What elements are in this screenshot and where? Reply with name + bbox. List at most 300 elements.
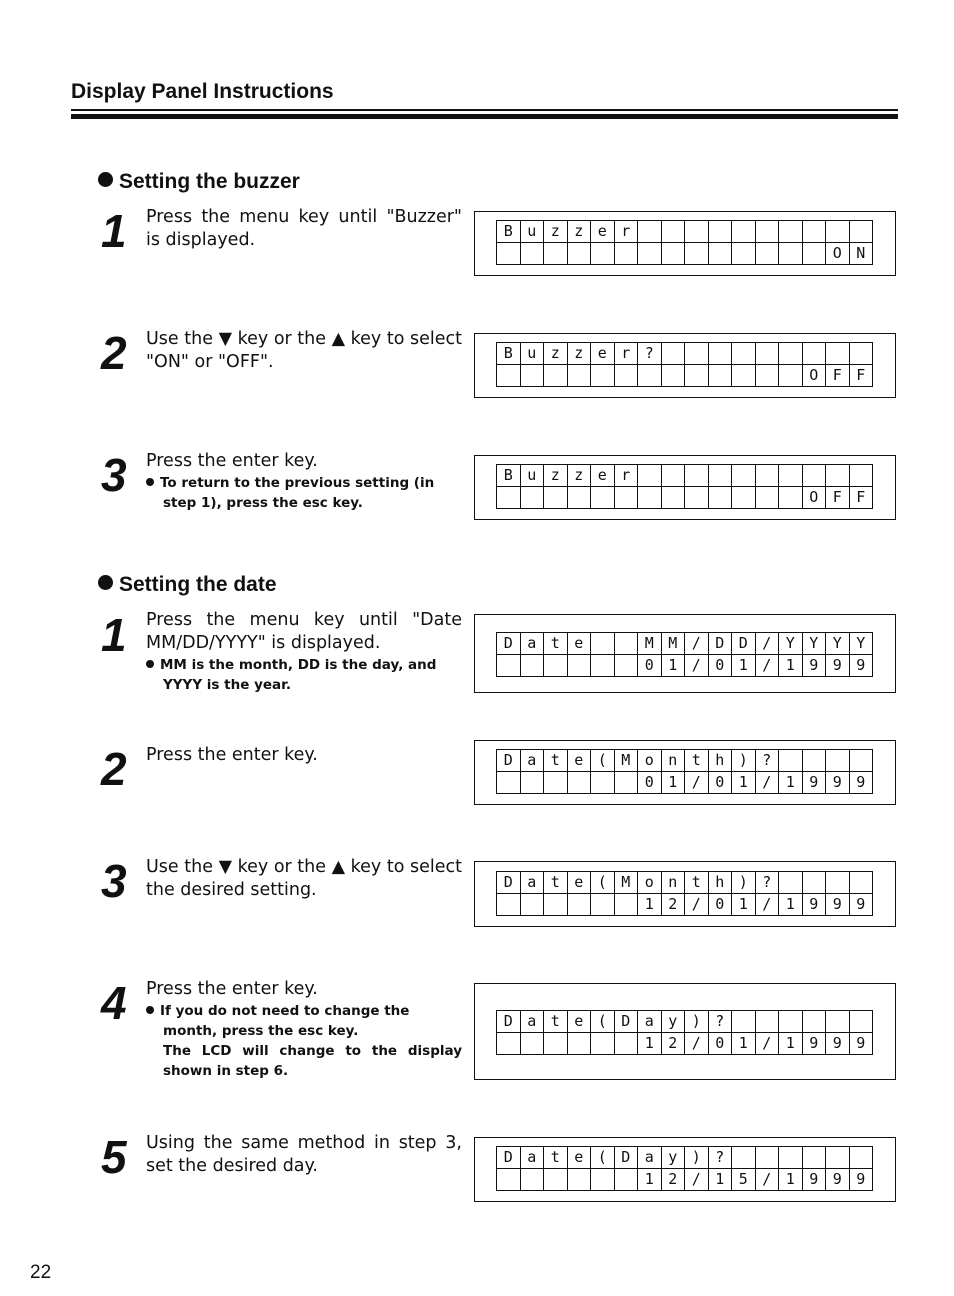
lcd-cell: M bbox=[615, 872, 639, 894]
lcd-cell: a bbox=[521, 1147, 545, 1169]
lcd-cell: 1 bbox=[638, 894, 662, 916]
lcd-cell: 9 bbox=[850, 1169, 874, 1191]
lcd-cell bbox=[779, 1147, 803, 1169]
lcd-cell bbox=[568, 243, 592, 265]
lcd-cell bbox=[779, 487, 803, 509]
bullet-icon bbox=[146, 478, 154, 486]
lcd-cell bbox=[709, 221, 733, 243]
lcd-cell: / bbox=[756, 1033, 780, 1055]
lcd-cell: ( bbox=[591, 872, 615, 894]
step-number: 5 bbox=[101, 1131, 127, 1183]
lcd-cell bbox=[779, 465, 803, 487]
lcd-cell bbox=[803, 1147, 827, 1169]
lcd-cell: D bbox=[615, 1011, 639, 1033]
lcd-cell bbox=[709, 243, 733, 265]
lcd-panel bbox=[474, 614, 896, 693]
lcd-cell: ) bbox=[685, 1011, 709, 1033]
step-number: 2 bbox=[101, 327, 127, 379]
lcd-panel bbox=[474, 333, 896, 398]
lcd-cell: 1 bbox=[638, 1033, 662, 1055]
lcd-cell: M bbox=[638, 633, 662, 655]
lcd-cell bbox=[497, 655, 521, 677]
lcd-cell bbox=[591, 1169, 615, 1191]
lcd-cell bbox=[662, 243, 686, 265]
step-text: Press the enter key. bbox=[146, 979, 318, 999]
lcd-cell bbox=[779, 343, 803, 365]
lcd-cell bbox=[521, 365, 545, 387]
lcd-cell: N bbox=[850, 243, 874, 265]
lcd-cell bbox=[568, 655, 592, 677]
lcd-cell bbox=[662, 487, 686, 509]
header-title: Display Panel Instructions bbox=[71, 80, 334, 103]
lcd-cell: h bbox=[709, 750, 733, 772]
lcd-cell bbox=[568, 1169, 592, 1191]
lcd-cell: D bbox=[615, 1147, 639, 1169]
step-number: 1 bbox=[101, 609, 127, 661]
lcd-cell: r bbox=[615, 343, 639, 365]
lcd-cell bbox=[615, 487, 639, 509]
lcd-cell bbox=[497, 894, 521, 916]
lcd-cell bbox=[591, 1033, 615, 1055]
lcd-cell: z bbox=[544, 221, 568, 243]
lcd-cell bbox=[850, 750, 874, 772]
lcd-cell bbox=[662, 343, 686, 365]
lcd-cell bbox=[521, 243, 545, 265]
lcd-cell: D bbox=[709, 633, 733, 655]
step-note: To return to the previous setting (in bbox=[146, 473, 462, 493]
lcd-cell bbox=[732, 465, 756, 487]
header-rule-thin bbox=[71, 109, 898, 111]
lcd-cell bbox=[826, 343, 850, 365]
lcd-cell: 0 bbox=[709, 655, 733, 677]
lcd-grid bbox=[496, 342, 873, 387]
lcd-cell: 2 bbox=[662, 1169, 686, 1191]
lcd-cell: t bbox=[544, 872, 568, 894]
lcd-cell: / bbox=[756, 1169, 780, 1191]
lcd-cell bbox=[615, 365, 639, 387]
header-rule-thick bbox=[71, 114, 898, 119]
lcd-cell bbox=[591, 365, 615, 387]
lcd-cell bbox=[544, 243, 568, 265]
lcd-cell: O bbox=[803, 365, 827, 387]
lcd-cell: ( bbox=[591, 1011, 615, 1033]
lcd-cell: h bbox=[709, 872, 733, 894]
lcd-cell bbox=[591, 633, 615, 655]
lcd-cell bbox=[709, 365, 733, 387]
lcd-cell bbox=[638, 365, 662, 387]
lcd-cell bbox=[826, 465, 850, 487]
lcd-cell: D bbox=[497, 1147, 521, 1169]
lcd-cell: D bbox=[497, 750, 521, 772]
lcd-cell: e bbox=[591, 343, 615, 365]
lcd-cell bbox=[638, 487, 662, 509]
lcd-cell bbox=[615, 894, 639, 916]
lcd-cell: a bbox=[521, 633, 545, 655]
step-text: Press the enter key. bbox=[146, 451, 318, 471]
lcd-cell bbox=[850, 872, 874, 894]
lcd-cell: ? bbox=[709, 1011, 733, 1033]
lcd-cell bbox=[732, 1147, 756, 1169]
step-number: 4 bbox=[101, 977, 127, 1029]
step-note-continued: YYYY is the year. bbox=[163, 677, 292, 693]
lcd-cell: F bbox=[826, 487, 850, 509]
step-note: MM is the month, DD is the day, and bbox=[146, 655, 462, 675]
bullet-icon bbox=[146, 660, 154, 668]
lcd-cell bbox=[803, 465, 827, 487]
lcd-cell bbox=[826, 872, 850, 894]
lcd-grid bbox=[496, 1146, 873, 1191]
lcd-cell bbox=[850, 221, 874, 243]
lcd-cell: 9 bbox=[803, 772, 827, 794]
lcd-cell bbox=[615, 633, 639, 655]
lcd-grid bbox=[496, 220, 873, 265]
lcd-cell: B bbox=[497, 465, 521, 487]
lcd-cell: y bbox=[662, 1011, 686, 1033]
lcd-cell bbox=[756, 465, 780, 487]
lcd-cell bbox=[615, 1033, 639, 1055]
lcd-cell bbox=[756, 243, 780, 265]
lcd-cell bbox=[544, 1033, 568, 1055]
lcd-grid bbox=[496, 1010, 873, 1055]
lcd-cell bbox=[521, 894, 545, 916]
lcd-cell bbox=[803, 872, 827, 894]
lcd-cell: t bbox=[544, 750, 568, 772]
lcd-cell bbox=[803, 750, 827, 772]
lcd-cell bbox=[591, 487, 615, 509]
bullet-icon bbox=[98, 172, 113, 187]
lcd-panel bbox=[474, 740, 896, 805]
lcd-cell: ? bbox=[756, 750, 780, 772]
lcd-cell: z bbox=[568, 343, 592, 365]
lcd-cell: 9 bbox=[850, 1033, 874, 1055]
lcd-cell bbox=[521, 772, 545, 794]
lcd-cell: z bbox=[568, 221, 592, 243]
lcd-cell: ) bbox=[685, 1147, 709, 1169]
lcd-cell: t bbox=[685, 750, 709, 772]
lcd-cell: u bbox=[521, 465, 545, 487]
lcd-cell bbox=[497, 365, 521, 387]
lcd-cell: 1 bbox=[779, 655, 803, 677]
lcd-cell bbox=[544, 365, 568, 387]
step-text: Press the menu key until "Buzzer" is displayed. bbox=[146, 207, 462, 250]
lcd-cell: / bbox=[685, 1169, 709, 1191]
lcd-cell bbox=[732, 1011, 756, 1033]
lcd-cell bbox=[685, 343, 709, 365]
lcd-cell: 0 bbox=[709, 772, 733, 794]
lcd-cell bbox=[497, 772, 521, 794]
lcd-cell: t bbox=[544, 1011, 568, 1033]
lcd-cell: B bbox=[497, 221, 521, 243]
lcd-cell bbox=[638, 221, 662, 243]
lcd-grid bbox=[496, 871, 873, 916]
lcd-panel bbox=[474, 211, 896, 276]
lcd-cell bbox=[756, 487, 780, 509]
lcd-cell: z bbox=[568, 465, 592, 487]
lcd-cell bbox=[638, 465, 662, 487]
lcd-cell: M bbox=[615, 750, 639, 772]
lcd-cell: a bbox=[521, 750, 545, 772]
lcd-cell bbox=[685, 465, 709, 487]
lcd-cell: / bbox=[756, 655, 780, 677]
lcd-cell bbox=[850, 343, 874, 365]
lcd-cell: D bbox=[497, 872, 521, 894]
lcd-cell: ? bbox=[709, 1147, 733, 1169]
lcd-cell bbox=[591, 655, 615, 677]
lcd-cell bbox=[732, 221, 756, 243]
lcd-cell: r bbox=[615, 465, 639, 487]
lcd-cell bbox=[709, 465, 733, 487]
lcd-cell: a bbox=[521, 1011, 545, 1033]
lcd-cell bbox=[521, 655, 545, 677]
lcd-cell: 1 bbox=[779, 1033, 803, 1055]
lcd-cell bbox=[662, 465, 686, 487]
lcd-cell bbox=[497, 1169, 521, 1191]
lcd-cell: ? bbox=[756, 872, 780, 894]
step-text: Use the ▼ key or the ▲ key to select the desired setting. bbox=[146, 857, 462, 900]
lcd-cell: t bbox=[544, 633, 568, 655]
lcd-cell: D bbox=[497, 1011, 521, 1033]
lcd-cell bbox=[544, 894, 568, 916]
lcd-cell bbox=[497, 243, 521, 265]
page-number: 22 bbox=[30, 1262, 52, 1283]
lcd-cell: 0 bbox=[638, 772, 662, 794]
lcd-panel bbox=[474, 455, 896, 520]
lcd-cell: 0 bbox=[709, 894, 733, 916]
lcd-cell: 1 bbox=[732, 1033, 756, 1055]
lcd-cell bbox=[591, 894, 615, 916]
lcd-cell: 9 bbox=[850, 772, 874, 794]
lcd-cell: 1 bbox=[732, 772, 756, 794]
lcd-cell bbox=[544, 772, 568, 794]
lcd-cell: Y bbox=[803, 633, 827, 655]
lcd-cell: / bbox=[756, 894, 780, 916]
lcd-cell bbox=[521, 1033, 545, 1055]
bullet-icon bbox=[98, 575, 113, 590]
lcd-cell: / bbox=[685, 655, 709, 677]
lcd-cell bbox=[615, 1169, 639, 1191]
lcd-cell: 5 bbox=[732, 1169, 756, 1191]
section-title-buzzer: Setting the buzzer bbox=[98, 170, 300, 194]
lcd-cell: ( bbox=[591, 1147, 615, 1169]
lcd-cell: F bbox=[850, 365, 874, 387]
lcd-cell: n bbox=[662, 750, 686, 772]
lcd-cell: ( bbox=[591, 750, 615, 772]
lcd-cell: a bbox=[638, 1147, 662, 1169]
lcd-cell bbox=[568, 894, 592, 916]
lcd-cell: / bbox=[685, 894, 709, 916]
lcd-cell: / bbox=[685, 1033, 709, 1055]
lcd-cell bbox=[521, 487, 545, 509]
lcd-cell bbox=[756, 365, 780, 387]
lcd-cell bbox=[521, 1169, 545, 1191]
lcd-cell: 1 bbox=[662, 655, 686, 677]
lcd-cell: t bbox=[685, 872, 709, 894]
lcd-cell bbox=[826, 1147, 850, 1169]
lcd-cell: F bbox=[826, 365, 850, 387]
lcd-cell bbox=[497, 487, 521, 509]
lcd-cell bbox=[544, 655, 568, 677]
lcd-cell bbox=[591, 243, 615, 265]
lcd-cell bbox=[709, 343, 733, 365]
lcd-cell: O bbox=[826, 243, 850, 265]
lcd-cell: 1 bbox=[638, 1169, 662, 1191]
lcd-cell bbox=[850, 1147, 874, 1169]
lcd-cell: / bbox=[685, 772, 709, 794]
lcd-cell: 0 bbox=[638, 655, 662, 677]
lcd-cell: 1 bbox=[779, 894, 803, 916]
lcd-cell bbox=[779, 243, 803, 265]
lcd-cell bbox=[568, 365, 592, 387]
lcd-cell bbox=[779, 365, 803, 387]
lcd-cell bbox=[662, 365, 686, 387]
lcd-cell: 9 bbox=[850, 655, 874, 677]
lcd-panel bbox=[474, 1137, 896, 1202]
lcd-cell bbox=[732, 343, 756, 365]
step-number: 2 bbox=[101, 743, 127, 795]
lcd-cell: B bbox=[497, 343, 521, 365]
lcd-cell bbox=[803, 221, 827, 243]
lcd-cell bbox=[685, 221, 709, 243]
lcd-cell bbox=[850, 1011, 874, 1033]
lcd-cell bbox=[826, 750, 850, 772]
lcd-cell bbox=[568, 1033, 592, 1055]
step-number: 3 bbox=[101, 855, 127, 907]
lcd-cell bbox=[497, 1033, 521, 1055]
step-text: Use the ▼ key or the ▲ key to select "ON" or "OFF". bbox=[146, 329, 462, 372]
lcd-cell bbox=[662, 221, 686, 243]
lcd-cell: 1 bbox=[709, 1169, 733, 1191]
lcd-cell: 9 bbox=[826, 1169, 850, 1191]
lcd-cell: / bbox=[685, 633, 709, 655]
lcd-cell bbox=[732, 487, 756, 509]
lcd-cell bbox=[803, 1011, 827, 1033]
lcd-cell bbox=[568, 487, 592, 509]
lcd-cell: a bbox=[638, 1011, 662, 1033]
step-text: Press the enter key. bbox=[146, 745, 318, 765]
step-note-continued: month, press the esc key. The LCD will change to the display shown in step 6. bbox=[163, 1023, 462, 1079]
lcd-cell: e bbox=[591, 465, 615, 487]
lcd-cell: u bbox=[521, 343, 545, 365]
lcd-cell: o bbox=[638, 750, 662, 772]
lcd-cell bbox=[756, 221, 780, 243]
lcd-cell: 9 bbox=[803, 655, 827, 677]
lcd-cell: 9 bbox=[803, 894, 827, 916]
lcd-cell bbox=[779, 872, 803, 894]
lcd-cell: Y bbox=[779, 633, 803, 655]
lcd-cell: / bbox=[756, 633, 780, 655]
step-number: 1 bbox=[101, 205, 127, 257]
lcd-cell: 9 bbox=[850, 894, 874, 916]
lcd-cell bbox=[685, 487, 709, 509]
lcd-cell: ? bbox=[638, 343, 662, 365]
lcd-grid bbox=[496, 632, 873, 677]
lcd-cell: D bbox=[497, 633, 521, 655]
lcd-cell: M bbox=[662, 633, 686, 655]
lcd-cell: Y bbox=[826, 633, 850, 655]
lcd-cell: O bbox=[803, 487, 827, 509]
lcd-cell: y bbox=[662, 1147, 686, 1169]
lcd-cell: n bbox=[662, 872, 686, 894]
lcd-cell: 9 bbox=[826, 772, 850, 794]
lcd-cell bbox=[756, 1147, 780, 1169]
lcd-cell: 1 bbox=[779, 1169, 803, 1191]
lcd-cell bbox=[779, 750, 803, 772]
lcd-cell bbox=[756, 343, 780, 365]
lcd-cell: a bbox=[521, 872, 545, 894]
step-number: 3 bbox=[101, 449, 127, 501]
lcd-cell: 2 bbox=[662, 894, 686, 916]
lcd-cell: 2 bbox=[662, 1033, 686, 1055]
lcd-cell bbox=[756, 1011, 780, 1033]
lcd-cell bbox=[709, 487, 733, 509]
lcd-cell: z bbox=[544, 465, 568, 487]
lcd-cell bbox=[685, 365, 709, 387]
lcd-cell bbox=[850, 465, 874, 487]
lcd-cell bbox=[826, 221, 850, 243]
lcd-cell: D bbox=[732, 633, 756, 655]
lcd-grid bbox=[496, 464, 873, 509]
lcd-cell bbox=[544, 1169, 568, 1191]
lcd-cell: 1 bbox=[732, 894, 756, 916]
lcd-cell: 9 bbox=[803, 1033, 827, 1055]
lcd-cell: u bbox=[521, 221, 545, 243]
lcd-cell: 9 bbox=[826, 894, 850, 916]
lcd-cell bbox=[544, 487, 568, 509]
lcd-cell: r bbox=[615, 221, 639, 243]
lcd-cell: z bbox=[544, 343, 568, 365]
step-note-continued: step 1), press the esc key. bbox=[163, 495, 363, 511]
lcd-cell bbox=[779, 221, 803, 243]
lcd-cell bbox=[732, 365, 756, 387]
lcd-cell bbox=[615, 772, 639, 794]
lcd-panel bbox=[474, 861, 896, 927]
lcd-cell bbox=[568, 772, 592, 794]
lcd-cell: e bbox=[568, 1011, 592, 1033]
lcd-grid bbox=[496, 749, 873, 794]
lcd-cell: 1 bbox=[779, 772, 803, 794]
lcd-cell bbox=[803, 243, 827, 265]
lcd-cell: 9 bbox=[826, 1033, 850, 1055]
lcd-cell: e bbox=[568, 1147, 592, 1169]
lcd-cell: e bbox=[568, 750, 592, 772]
lcd-cell bbox=[779, 1011, 803, 1033]
lcd-cell: ) bbox=[732, 750, 756, 772]
lcd-cell: 1 bbox=[732, 655, 756, 677]
lcd-cell: e bbox=[591, 221, 615, 243]
step-text: Using the same method in step 3, set the desired day. bbox=[146, 1133, 462, 1176]
step-note: If you do not need to change the bbox=[146, 1001, 462, 1021]
lcd-cell: 0 bbox=[709, 1033, 733, 1055]
lcd-cell: F bbox=[850, 487, 874, 509]
lcd-cell: 1 bbox=[662, 772, 686, 794]
lcd-panel bbox=[474, 983, 896, 1080]
lcd-cell: / bbox=[756, 772, 780, 794]
lcd-cell bbox=[732, 243, 756, 265]
lcd-cell: 9 bbox=[803, 1169, 827, 1191]
lcd-cell: t bbox=[544, 1147, 568, 1169]
lcd-cell: e bbox=[568, 872, 592, 894]
lcd-cell: ) bbox=[732, 872, 756, 894]
lcd-cell bbox=[615, 655, 639, 677]
section-title-date: Setting the date bbox=[98, 573, 277, 597]
step-text: Press the menu key until "Date MM/DD/YYYY" is displayed. bbox=[146, 610, 462, 653]
lcd-cell bbox=[591, 772, 615, 794]
lcd-cell bbox=[638, 243, 662, 265]
lcd-cell bbox=[685, 243, 709, 265]
lcd-cell bbox=[826, 1011, 850, 1033]
lcd-cell bbox=[615, 243, 639, 265]
lcd-cell: e bbox=[568, 633, 592, 655]
